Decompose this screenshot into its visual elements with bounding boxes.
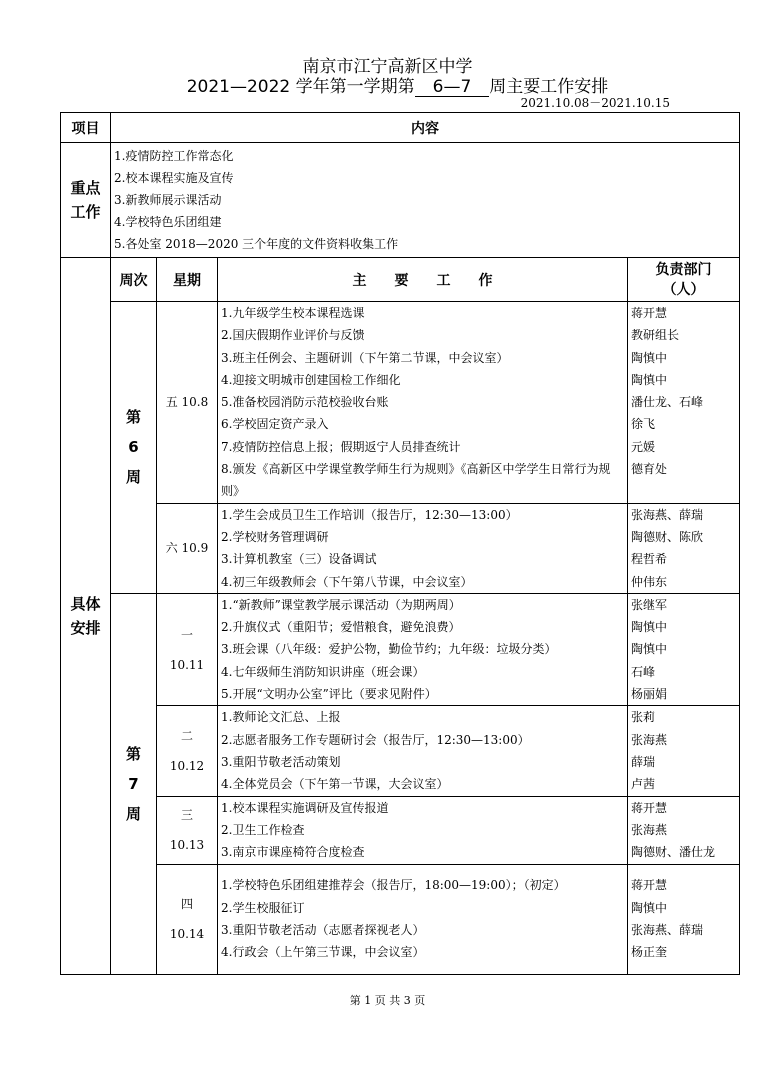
- dept-item: 陶慎中: [631, 350, 668, 365]
- day-cell: 四 10.14: [157, 864, 218, 974]
- dept-item: 元媛: [631, 439, 656, 454]
- list-item: 4.初三年级教师会（下午第八节课，中会议室）: [221, 574, 473, 589]
- list-item: 1.“新教师”课堂教学展示课活动（为期两周）: [221, 597, 461, 612]
- col-work-header: 主 要 工 作: [218, 258, 628, 302]
- dept-item: 张海燕: [631, 822, 668, 837]
- work-list: [218, 302, 628, 504]
- plan-header-row: [61, 258, 740, 302]
- dept-item: 杨丽娟: [631, 687, 668, 702]
- day-cell: 六 10.9: [157, 503, 218, 593]
- list-item: 1.九年级学生校本课程选课: [221, 306, 365, 320]
- table-row: [61, 302, 740, 504]
- work-list: [218, 503, 628, 593]
- list-item: 1.学校特色乐团组建推荐会（报告厅，18:00—19:00）；（初定）: [221, 878, 566, 893]
- dept-list: [628, 864, 740, 974]
- list-item: 5.开展“文明办公室”评比（要求见附件）: [221, 687, 437, 702]
- dept-item: 蒋开慧: [631, 878, 668, 893]
- table-row: [61, 796, 740, 864]
- dept-item: 程哲希: [631, 552, 668, 567]
- list-item: 1.校本课程实施调研及宣传报道: [221, 800, 389, 815]
- dept-item: 陶德财、潘仕龙: [631, 845, 716, 860]
- dept-item: 张海燕、薛瑞: [631, 923, 704, 938]
- list-item: 3.新教师展示课活动: [114, 193, 222, 207]
- col-day-header: 星期: [157, 258, 218, 302]
- document-title: 南京市江宁高新区中学: [302, 57, 473, 77]
- week-label: 第6周: [111, 302, 157, 594]
- dept-item: 石峰: [631, 664, 656, 679]
- dept-item: 张海燕、薛瑞: [631, 507, 704, 522]
- week-label: 第7周: [111, 593, 157, 974]
- dept-item: 蒋开慧: [631, 306, 668, 320]
- list-item: 2.学校财务管理调研: [221, 529, 329, 544]
- dept-list: [628, 593, 740, 705]
- list-item: 2.卫生工作检查: [221, 822, 305, 837]
- dept-item: 潘仕龙、石峰: [631, 395, 704, 410]
- dept-item: 徐飞: [631, 417, 656, 432]
- work-list: [218, 796, 628, 864]
- subtitle-prefix: 2021—2022 学年第一学期第: [186, 77, 415, 97]
- list-item: 1.学生会成员卫生工作培训（报告厅，12:30—13:00）: [221, 507, 518, 522]
- key-work-label: 重点工作: [61, 143, 111, 258]
- dept-item: 陶慎中: [631, 620, 668, 635]
- list-item: 3.南京市课座椅符合度检查: [221, 845, 365, 860]
- col-item-header: 项目: [61, 113, 111, 143]
- table-row: [61, 503, 740, 593]
- day-cell: 五 10.8: [157, 302, 218, 504]
- list-item: 4.迎接文明城市创建国检工作细化: [221, 372, 401, 387]
- list-item: 5.各处室 2018—2020 三个年度的文件资料收集工作: [114, 237, 399, 251]
- col-dept-header: 负责部门（人）: [628, 258, 740, 302]
- day-cell: 二 10.12: [157, 706, 218, 796]
- dept-item: 教研组长: [631, 328, 680, 343]
- dept-item: 陶慎中: [631, 372, 668, 387]
- date-range: 2021.10.08－2021.10.15: [520, 96, 670, 110]
- dept-item: 张继军: [631, 597, 668, 612]
- table-row: [61, 706, 740, 796]
- list-item: 8.颁发《高新区中学课堂教学师生行为规则》《高新区中学学生日常行为规则》: [221, 462, 611, 499]
- list-item: 5.准备校园消防示范校验收台账: [221, 395, 389, 410]
- work-list: [218, 864, 628, 974]
- dept-list: [628, 796, 740, 864]
- schedule-table: [60, 112, 740, 975]
- col-content-header: 内容: [111, 113, 740, 143]
- dept-item: 德育处: [631, 462, 668, 477]
- col-week-header: 周次: [111, 258, 157, 302]
- list-item: 4.行政会（上午第三节课，中会议室）: [221, 945, 425, 960]
- dept-list: [628, 503, 740, 593]
- dept-item: 蒋开慧: [631, 800, 668, 815]
- page-footer: 第 1 页 共 3 页: [349, 994, 426, 1007]
- table-header-row: [61, 113, 740, 143]
- week-range: 6—7: [415, 78, 490, 97]
- list-item: 2.志愿者服务工作专题研讨会（报告厅，12:30—13:00）: [221, 732, 530, 747]
- table-row: [61, 864, 740, 974]
- table-row: [61, 593, 740, 705]
- list-item: 2.学生校服征订: [221, 900, 305, 915]
- work-list: [218, 593, 628, 705]
- list-item: 2.升旗仪式（重阳节；爱惜粮食，避免浪费）: [221, 620, 461, 635]
- list-item: 1.疫情防控工作常态化: [114, 149, 234, 163]
- list-item: 7.疫情防控信息上报；假期返宁人员排查统计: [221, 439, 461, 454]
- dept-item: 薛瑞: [631, 754, 656, 769]
- key-work-row: [61, 143, 740, 258]
- list-item: 3.班主任例会、主题研训（下午第二节课，中会议室）: [221, 350, 509, 365]
- list-item: 3.重阳节敬老活动（志愿者探视老人）: [221, 923, 425, 938]
- work-list: [218, 706, 628, 796]
- dept-list: [628, 706, 740, 796]
- dept-item: 陶慎中: [631, 642, 668, 657]
- dept-list: [628, 302, 740, 504]
- key-work-list: [111, 143, 740, 258]
- plan-label: 具体安排: [61, 258, 111, 975]
- dept-item: 卢茜: [631, 777, 656, 792]
- dept-item: 张海燕: [631, 732, 668, 747]
- list-item: 2.国庆假期作业评价与反馈: [221, 328, 365, 343]
- list-item: 2.校本课程实施及宣传: [114, 171, 234, 185]
- list-item: 4.学校特色乐团组建: [114, 215, 222, 229]
- list-item: 3.班会课（八年级：爱护公物，勤俭节约；九年级：垃圾分类）: [221, 642, 557, 657]
- dept-item: 陶德财、陈欣: [631, 529, 704, 544]
- subtitle-suffix: 周主要工作安排: [489, 77, 609, 97]
- list-item: 4.全体党员会（下午第一节课，大会议室）: [221, 777, 449, 792]
- list-item: 3.重阳节敬老活动策划: [221, 754, 341, 769]
- dept-item: 张莉: [631, 710, 656, 725]
- list-item: 1.教师论文汇总、上报: [221, 710, 341, 725]
- day-cell: 三 10.13: [157, 796, 218, 864]
- day-cell: 一 10.11: [157, 593, 218, 705]
- list-item: 3.计算机教室（三）设备调试: [221, 552, 377, 567]
- list-item: 4.七年级师生消防知识讲座（班会课）: [221, 664, 425, 679]
- dept-item: 仲伟东: [631, 574, 668, 589]
- list-item: 6.学校固定资产录入: [221, 417, 329, 432]
- dept-item: 陶慎中: [631, 900, 668, 915]
- dept-item: 杨正奎: [631, 945, 668, 960]
